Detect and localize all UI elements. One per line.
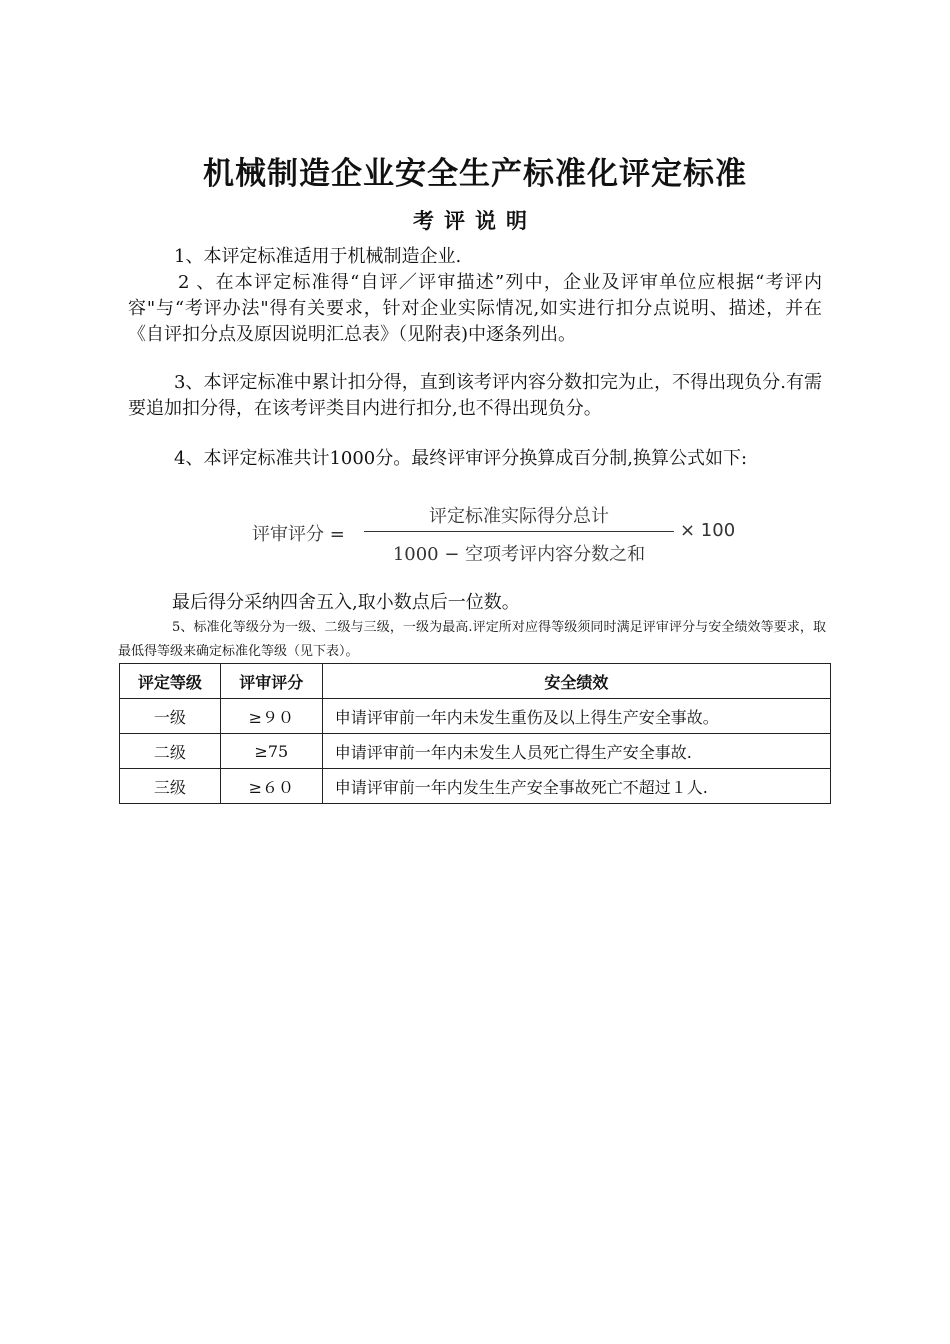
formula-lhs: 评审评分 = xyxy=(252,524,345,545)
cell-performance: 申请评审前一年内未发生人员死亡得生产安全事故. xyxy=(322,734,830,769)
cell-grade: 一级 xyxy=(120,699,221,734)
formula-denominator xyxy=(364,540,674,566)
paragraph-1: 1、本评定标准适用于机械制造企业. xyxy=(174,246,462,267)
header-score: 评审评分 xyxy=(220,664,322,699)
cell-score: ≥６０ xyxy=(220,769,322,804)
table-row xyxy=(120,769,831,804)
denominator-text: − 空项考评内容分数之和 xyxy=(438,544,646,565)
table-header-row xyxy=(120,664,831,699)
paragraph-3: 3、本评定标准中累计扣分得，直到该考评内容分数扣完为止，不得出现负分.有需要追加扣分得，在该考评类目内进行扣分,也不得出现负分。 xyxy=(128,372,822,419)
cell-score: ≥９０ xyxy=(220,699,322,734)
header-grade: 评定等级 xyxy=(120,664,221,699)
section-subtitle: 考评说明 xyxy=(413,209,537,233)
cell-performance: 申请评审前一年内发生生产安全事故死亡不超过１人. xyxy=(322,769,830,804)
paragraph-rounding: 最后得分采纳四舍五入,取小数点后一位数。 xyxy=(172,592,520,613)
score-formula xyxy=(252,500,742,568)
table-row xyxy=(120,734,831,769)
cell-grade: 三级 xyxy=(120,769,221,804)
formula-numerator: 评定标准实际得分总计 xyxy=(429,506,609,527)
fraction-bar xyxy=(364,531,674,532)
denominator-number: 1000 xyxy=(392,544,439,565)
cell-grade: 二级 xyxy=(120,734,221,769)
header-performance: 安全绩效 xyxy=(322,664,830,699)
formula-rhs: × 100 xyxy=(680,520,736,541)
paragraph-2: 2 、在本评定标准得“自评／评审描述”列中，企业及评审单位应根据“考评内容"与“考评办法"得有关要求，针对企业实际情况,如实进行扣分点说明、描述，并在《自评扣分点及原因说明汇总表》（见附表)中逐条列出。 xyxy=(128,272,822,345)
grade-table xyxy=(119,663,831,804)
table-row xyxy=(120,699,831,734)
document-title: 机械制造企业安全生产标准化评定标准 xyxy=(203,156,747,192)
paragraph-4: 4、本评定标准共计1000分。最终评审评分换算成百分制,换算公式如下: xyxy=(174,448,748,469)
cell-performance: 申请评审前一年内未发生重伤及以上得生产安全事故。 xyxy=(322,699,830,734)
cell-score: ≥75 xyxy=(220,734,322,769)
paragraph-5: 5、标准化等级分为一级、二级与三级，一级为最高.评定所对应得等级须同时满足评审评分与安全绩效等要求，取最低得等级来确定标准化等级（见下表）。 xyxy=(118,620,826,659)
